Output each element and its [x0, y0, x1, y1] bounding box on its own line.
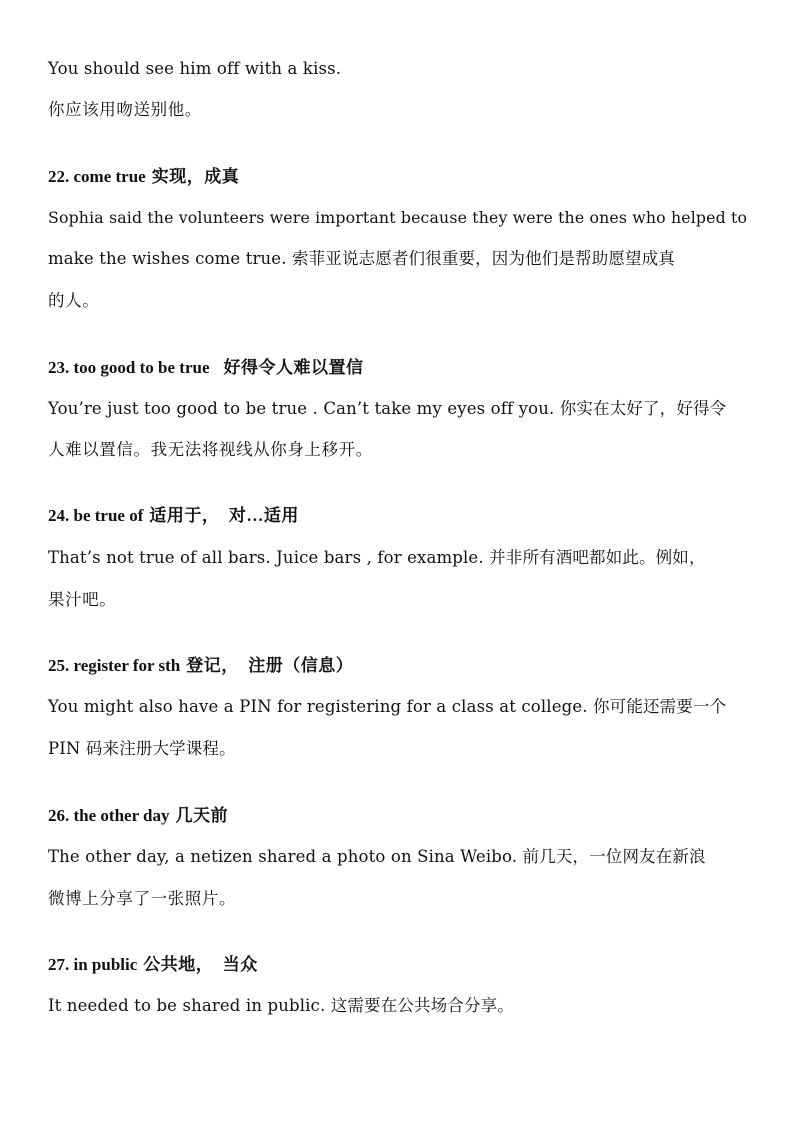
entry-meaning: 好得令人难以置信: [223, 358, 364, 377]
intro-sentence-zh: 你应该用吻送别他。: [48, 100, 202, 119]
example-line: 人难以置信。我无法将视线从你身上移开。: [48, 440, 373, 459]
example-line: Sophia said the volunteers were important because they were the ones who helped to: [48, 208, 748, 227]
entry-meaning: 实现，成真: [151, 167, 240, 186]
entry-heading: [48, 655, 353, 677]
example-line: make the wishes come true. 索菲亚说志愿者们很重要，因为他们是帮助愿望成真: [48, 249, 675, 268]
entry-meaning: 几天前: [175, 806, 229, 825]
entry-phrase: 26. the other day: [48, 806, 170, 825]
entry-heading: [48, 805, 228, 827]
intro-sentence-en: You should see him off with a kiss.: [48, 59, 342, 78]
entry-phrase: 23. too good to be true: [48, 358, 210, 377]
example-line: It needed to be shared in public. 这需要在公共场合分享。: [48, 996, 514, 1015]
entry-meaning: 登记， 注册（信息）: [186, 656, 354, 675]
example-line: You might also have a PIN for registering for a class at college. 你可能还需要一个: [48, 697, 727, 716]
example-line: 果汁吧。: [48, 590, 117, 609]
example-line: You’re just too good to be true . Can’t take my eyes off you. 你实在太好了，好得令: [48, 399, 727, 418]
entry-phrase: 22. come true: [48, 167, 146, 186]
entry-heading: [48, 357, 363, 379]
example-line: PIN 码来注册大学课程。: [48, 739, 236, 758]
entry-heading: [48, 505, 299, 527]
entry-phrase: 27. in public: [48, 955, 138, 974]
example-line: That’s not true of all bars. Juice bars , for example. 并非所有酒吧都如此。例如，: [48, 548, 706, 567]
entry-phrase: 25. register for sth: [48, 656, 181, 675]
example-line: 微博上分享了一张照片。: [48, 889, 237, 908]
entry-phrase: 24. be true of: [48, 506, 144, 525]
example-line: The other day, a netizen shared a photo on Sina Weibo. 前几天，一位网友在新浪: [48, 847, 706, 866]
entry-heading: [48, 166, 239, 188]
example-line: 的人。: [48, 291, 100, 310]
entry-meaning: 适用于， 对…适用: [149, 506, 299, 525]
entry-meaning: 公共地， 当众: [143, 955, 258, 974]
entry-heading: [48, 954, 258, 976]
